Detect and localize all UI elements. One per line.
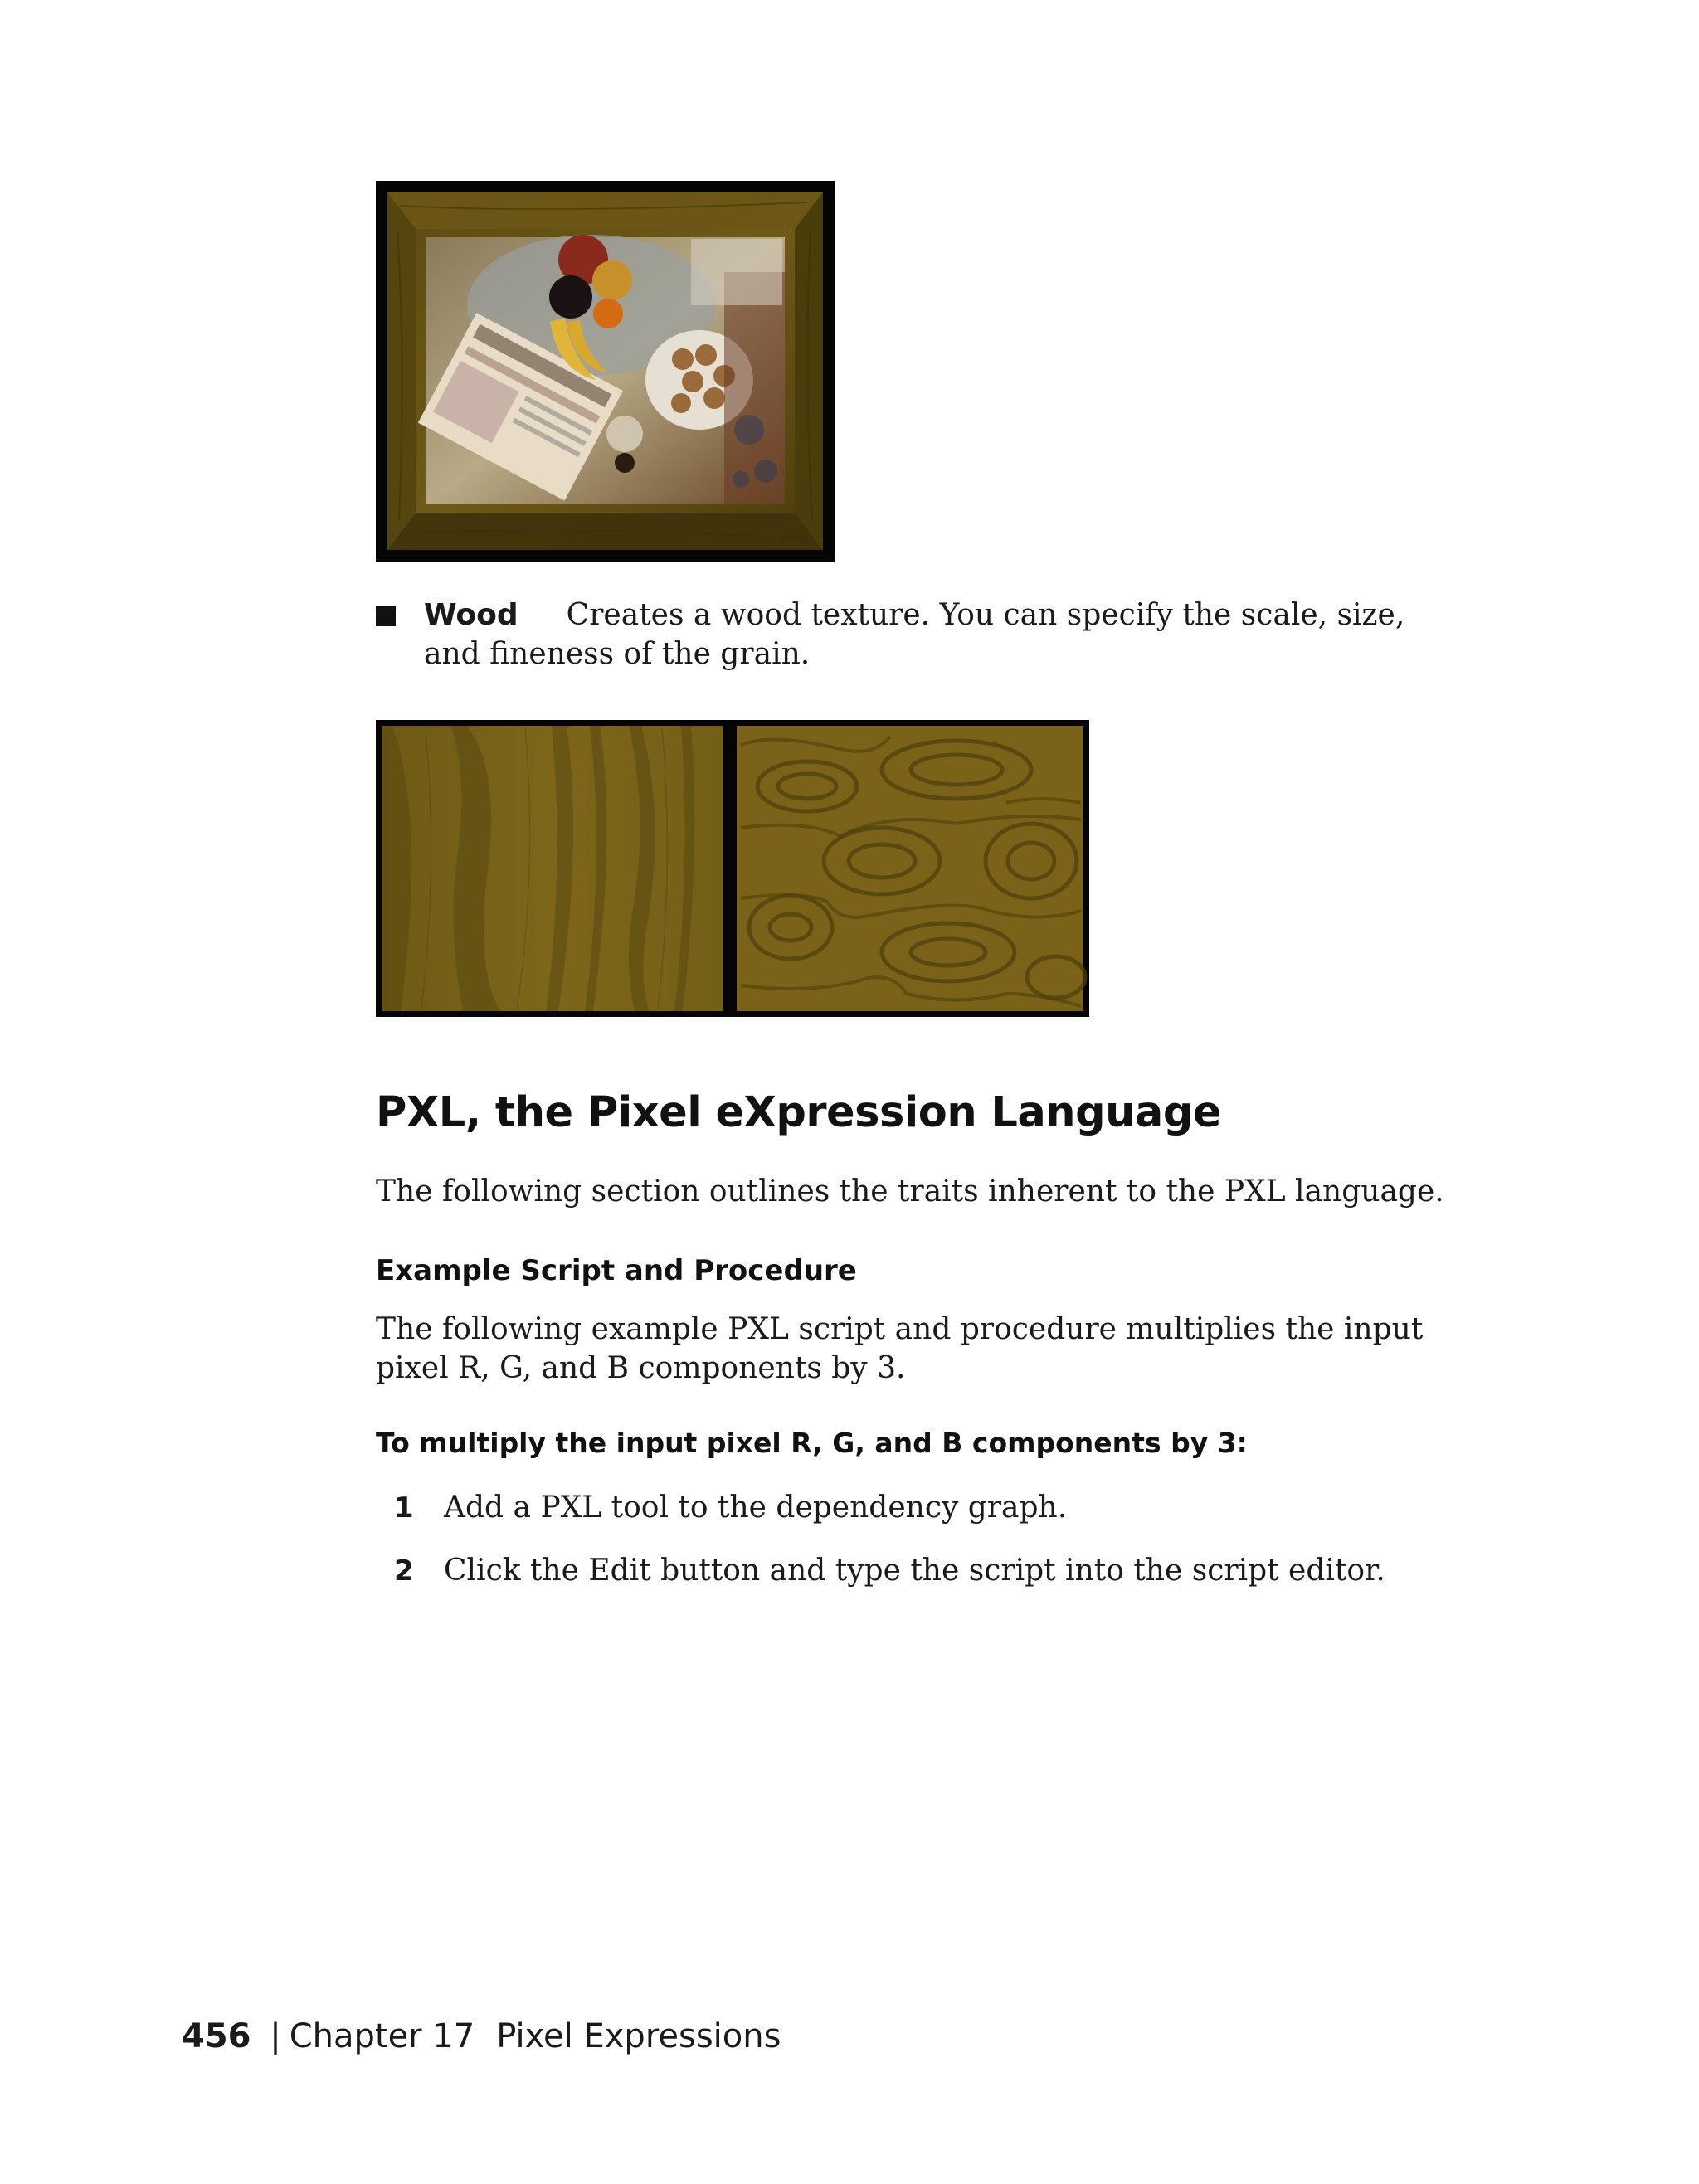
wood-texture-image (376, 720, 1089, 1017)
procedure-step (394, 1488, 1456, 1528)
bullet-text (424, 596, 1453, 674)
wood-sample-straight-grain (382, 726, 723, 1011)
step-number: 1 (394, 1491, 414, 1525)
bullet-square-icon (376, 606, 396, 626)
wood-sample-swirl-grain (737, 726, 1085, 1011)
wood-texture-figure (376, 720, 1089, 1017)
section-heading: PXL, the Pixel eXpression Language (376, 1088, 1221, 1137)
page-number: 456 (182, 2017, 251, 2055)
procedure-step (394, 1551, 1456, 1591)
section-intro: The following section outlines the traits inherent to the PXL language. (376, 1175, 1444, 1209)
subsection-heading: Example Script and Procedure (376, 1254, 857, 1287)
subsection-body: The following example PXL script and procedure multiplies the input pixel R, G, and B components by 3. (376, 1312, 1424, 1385)
bullet-term: Wood (424, 598, 518, 632)
step-number: 2 (394, 1554, 414, 1588)
page-footer (182, 2017, 781, 2055)
footer-chapter-title: Pixel Expressions (496, 2017, 781, 2055)
step-text: Click the Edit button and type the script into the script editor. (444, 1554, 1385, 1588)
footer-chapter: Chapter 17 (289, 2017, 475, 2055)
footer-separator: | (270, 2017, 281, 2055)
procedure-heading: To multiply the input pixel R, G, and B components by 3: (376, 1427, 1248, 1459)
framed-photo-image (376, 181, 835, 562)
bullet-description: Creates a wood texture. You can specify the scale, size, and fineness of the grain. (424, 598, 1405, 671)
step-text: Add a PXL tool to the dependency graph. (444, 1491, 1068, 1525)
framed-photo-figure (376, 181, 835, 562)
